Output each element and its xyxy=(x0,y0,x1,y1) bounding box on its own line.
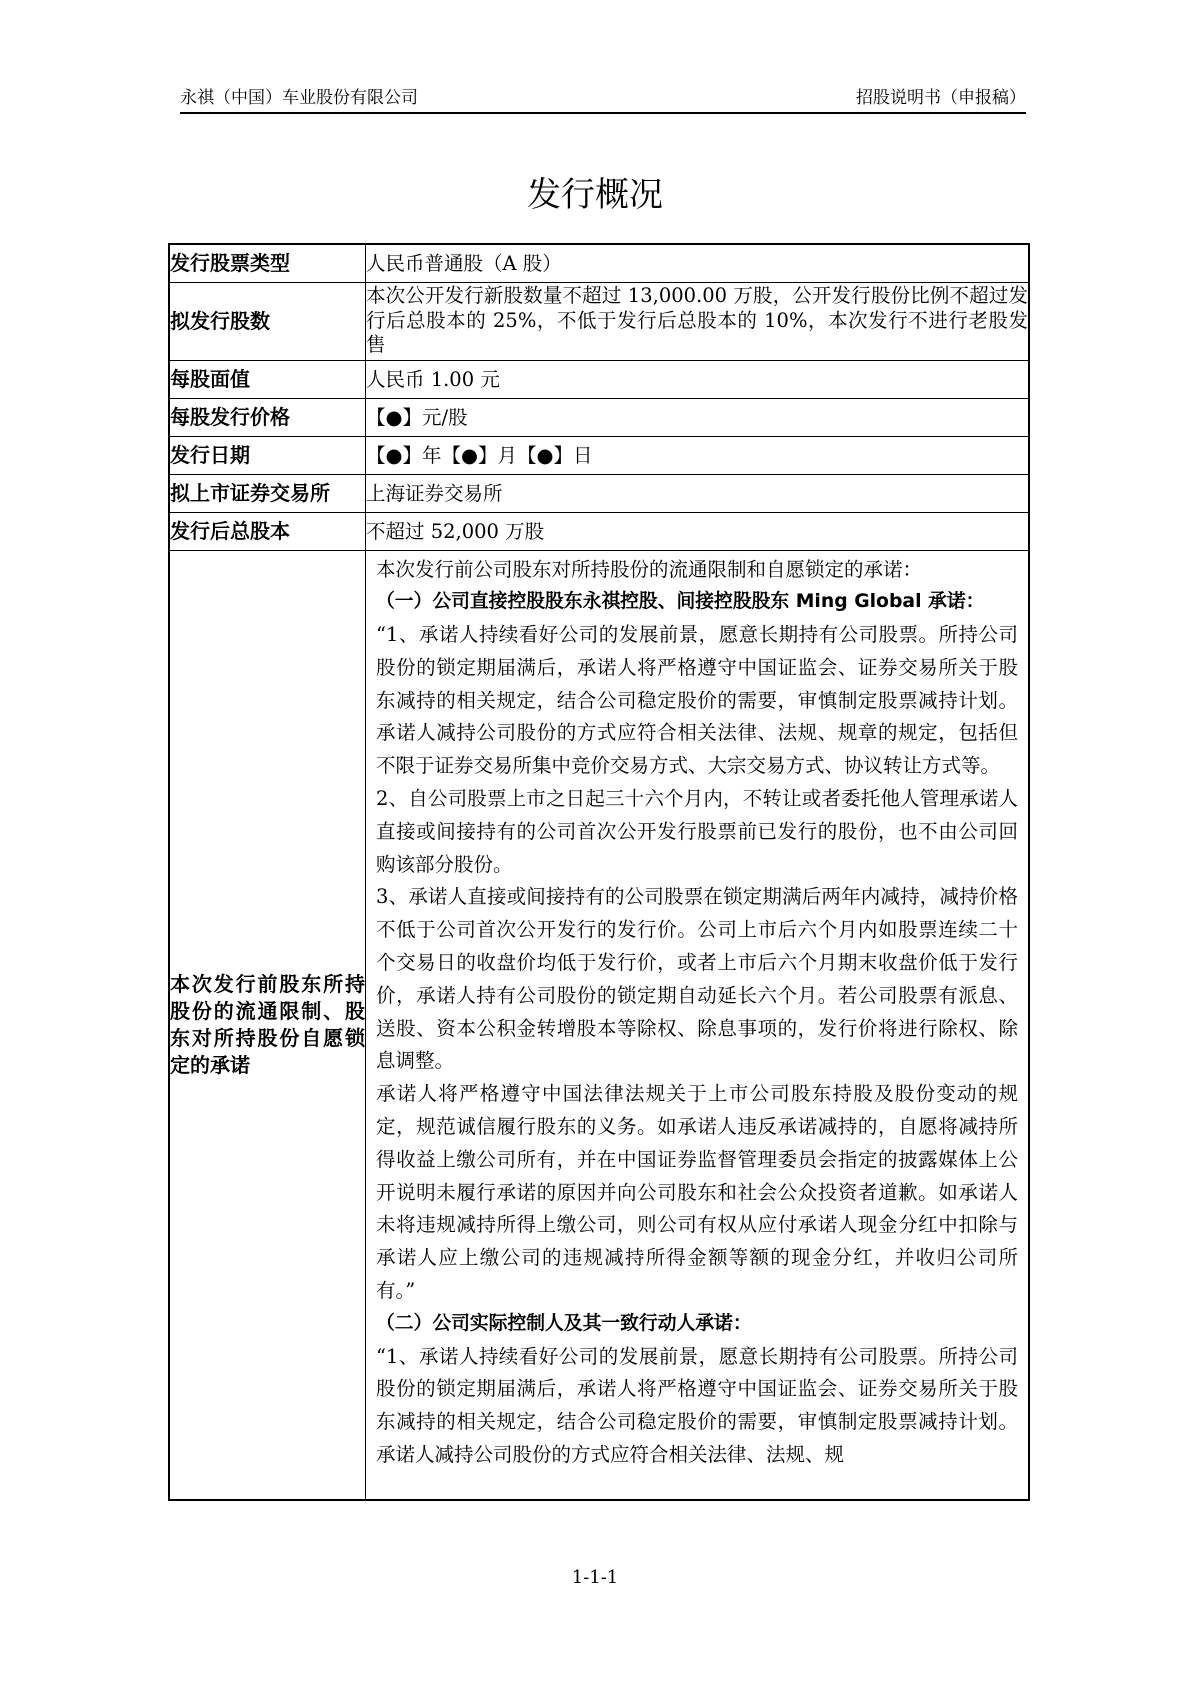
lockup-intro: 本次发行前公司股东对所持股份的流通限制和自愿锁定的承诺： xyxy=(376,557,923,581)
commitment-paragraph: 承诺人将严格遵守中国法律法规关于上市公司股东持股及股份变动的规定，规范诚信履行股东的义务。如承诺人违反承诺减持的，自愿将减持所得收益上缴公司所有，并在中国证券监督管理委员会指定的披露媒体上公开说明未履行承诺的原因并向公司股东和社会公众投资者道歉。如承诺人未将违规减持所得上缴公司，则公司有权从应付承诺人现金分红中扣除与承诺人应上缴公司的违规减持所得金额等额的现金分红，并收归公司所有。” xyxy=(376,1082,1018,1303)
row-value: 人民币普通股（A 股） xyxy=(366,244,1030,282)
row-value: 【●】年【●】月【●】日 xyxy=(366,436,1030,474)
table-row xyxy=(169,436,1029,474)
row-label: 每股面值 xyxy=(169,360,366,398)
row-value: 不超过 52,000 万股 xyxy=(366,512,1030,550)
section-heading: （一）公司直接控股股东永祺控股、间接控股股东 Ming Global 承诺： xyxy=(376,591,985,613)
row-label: 拟发行股数 xyxy=(169,282,366,360)
page-header xyxy=(180,84,1026,112)
row-label: 发行股票类型 xyxy=(169,244,366,282)
row-label: 发行后总股本 xyxy=(169,512,366,550)
row-label: 拟上市证券交易所 xyxy=(169,474,366,512)
row-value: 人民币 1.00 元 xyxy=(366,360,1030,398)
table-row xyxy=(169,398,1029,436)
table-row xyxy=(169,282,1029,360)
commitment-paragraph: “1、承诺人持续看好公司的发展前景，愿意长期持有公司股票。所持公司股份的锁定期届满后，承诺人将严格遵守中国证监会、证券交易所关于股东减持的相关规定，结合公司稳定股价的需要，审慎制定股票减持计划。承诺人减持公司股份的方式应符合相关法律、法规、规章的规定，包括但不限于证券交易所集中竞价交易方式、大宗交易方式、协议转让方式等。 xyxy=(376,623,1018,778)
row-value: 上海证券交易所 xyxy=(366,474,1030,512)
page-number: 1-1-1 xyxy=(571,1567,619,1588)
commitment-paragraph: “1、承诺人持续看好公司的发展前景，愿意长期持有公司股票。所持公司股份的锁定期届满后，承诺人将严格遵守中国证监会、证券交易所关于股东减持的相关规定，结合公司稳定股价的需要，审慎制定股票减持计划。承诺人减持公司股份的方式应符合相关法律、法规、规 xyxy=(376,1344,1018,1467)
commitment-paragraph: 2、自公司股票上市之日起三十六个月内，不转让或者委托他人管理承诺人直接或间接持有的公司首次公开发行股票前已发行的股份，也不由公司回购该部分股份。 xyxy=(376,787,1018,876)
issuance-overview-table xyxy=(168,243,1030,1501)
lockup-commitments xyxy=(366,550,1030,1500)
company-name: 永祺（中国）车业股份有限公司 xyxy=(180,88,418,108)
table-row xyxy=(169,550,1029,1500)
table-row xyxy=(169,474,1029,512)
table-row xyxy=(169,360,1029,398)
table-row xyxy=(169,512,1029,550)
document-type: 招股说明书（申报稿） xyxy=(856,88,1026,108)
commitment-paragraph: 3、承诺人直接或间接持有的公司股票在锁定期满后两年内减持，减持价格不低于公司首次公开发行的发行价。公司上市后六个月内如股票连续二十个交易日的收盘价均低于发行价，或者上市后六个月期末收盘价低于发行价，承诺人持有公司股份的锁定期自动延长六个月。若公司股票有派息、送股、资本公积金转增股本等除权、除息事项的，发行价将进行除权、除息调整。 xyxy=(376,885,1018,1073)
page-title: 发行概况 xyxy=(527,175,663,215)
section-heading: （二）公司实际控制人及其一致行动人承诺： xyxy=(376,1312,752,1334)
row-label: 每股发行价格 xyxy=(169,398,366,436)
header-divider xyxy=(180,112,1026,114)
table-row xyxy=(169,244,1029,282)
row-value: 本次公开发行新股数量不超过 13,000.00 万股，公开发行股份比例不超过发行后总股本的 25%，不低于发行后总股本的 10%，本次发行不进行老股发售 xyxy=(366,282,1030,360)
row-label: 发行日期 xyxy=(169,436,366,474)
row-value: 【●】元/股 xyxy=(366,398,1030,436)
row-label: 本次发行前股东所持股份的流通限制、股东对所持股份自愿锁定的承诺 xyxy=(169,550,366,1500)
